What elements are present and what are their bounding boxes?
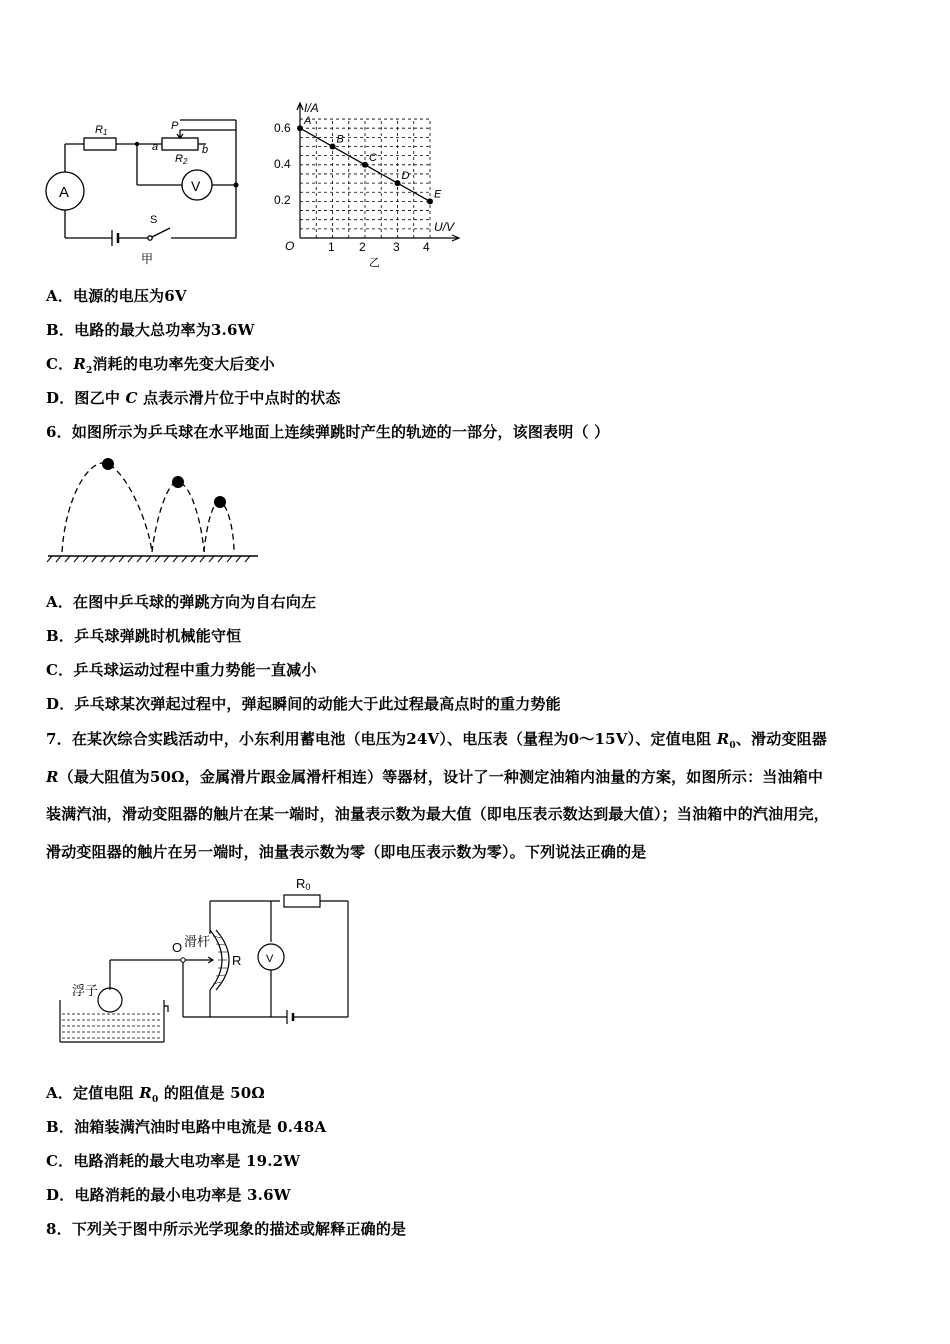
q6-option-b[interactable]: B．乒乓球弹跳时机械能守恒: [46, 627, 242, 645]
oil-gauge-circuit: [50, 872, 360, 1052]
q7-stem-line4: 滑动变阻器的触片在另一端时，油量表示数为零（即电压表示数为零）。下列说法正确的是: [46, 843, 647, 861]
q7-stem-line3: 装满汽油，滑动变阻器的触片在某一端时，油量表示数为最大值（即电压表示数达到最大值）；当油箱中的汽油用完，: [46, 805, 829, 823]
q5-option-d[interactable]: D．图乙中 C 点表示滑片位于中点时的状态: [46, 389, 341, 407]
q7-option-b[interactable]: B．油箱装满汽油时电路中电流是 0.48A: [46, 1118, 327, 1136]
data-point-d: [395, 180, 401, 186]
data-point-e: [427, 198, 433, 204]
point-label: C: [369, 151, 377, 164]
circuit-diagram-jia: [40, 112, 250, 270]
point-label: E: [434, 188, 442, 201]
x-tick-label: 1: [328, 240, 335, 254]
pivot-label: O: [172, 940, 183, 955]
data-point-c: [362, 162, 368, 168]
q5-option-c[interactable]: C．$R_2$消耗的电功率先变大后变小: [46, 355, 275, 376]
caption-yi: 乙: [369, 257, 380, 269]
r-label: R: [232, 953, 242, 968]
q6-option-a[interactable]: A．在图中乒乓球的弹跳方向为自右向左: [46, 593, 317, 611]
point-label: D: [401, 170, 410, 183]
ping-pong-trajectory: [44, 452, 264, 568]
switch-label: S: [150, 214, 158, 226]
data-point-b: [330, 144, 336, 150]
r0-label: R0: [296, 876, 311, 892]
q8-stem: 8．下列关于图中所示光学现象的描述或解释正确的是: [46, 1220, 407, 1238]
q6-option-c[interactable]: C．乒乓球运动过程中重力势能一直减小: [46, 661, 317, 679]
point-label: A: [304, 115, 312, 128]
origin-label: O: [285, 239, 295, 253]
slider-p-label: P: [171, 120, 179, 132]
voltmeter-label: V: [266, 953, 274, 965]
r1-label: R1: [95, 124, 108, 137]
q7-option-a[interactable]: A．定值电阻 $R_0$ 的阻值是 50Ω: [46, 1084, 265, 1105]
q6-stem: 6．如图所示为乒乓球在水平地面上连续弹跳时产生的轨迹的一部分，该图表明（ ）: [46, 423, 610, 441]
q7-option-d[interactable]: D．电路消耗的最小电功率是 3.6W: [46, 1186, 291, 1204]
x-tick-label: 2: [359, 240, 366, 254]
ammeter-label: A: [59, 184, 70, 201]
caption-jia: 甲: [141, 252, 154, 266]
float-label: 浮子: [72, 983, 99, 998]
q6-option-d[interactable]: D．乒乓球某次弹起过程中，弹起瞬间的动能大于此过程最高点时的重力势能: [46, 695, 561, 713]
voltmeter-label: V: [191, 178, 201, 194]
q7-stem-line2: R（最大阻值为50Ω，金属滑片跟金属滑杆相连）等器材，设计了一种测定油箱内油量的方案，如图所示：当油箱中: [46, 768, 824, 786]
x-tick-label: 4: [423, 240, 430, 254]
rod-label: 滑杆: [184, 934, 211, 949]
q5-option-b[interactable]: B．电路的最大总功率为3.6W: [46, 321, 255, 339]
end-b-label: b: [202, 144, 209, 156]
q5-option-a[interactable]: A．电源的电压为6V: [46, 287, 187, 305]
data-point-a: [297, 125, 303, 131]
q7-stem-line1: 7．在某次综合实践活动中，小东利用蓄电池（电压为24V）、电压表（量程为0～15V）、定值电阻 $R_0$、滑动变阻器: [46, 730, 828, 751]
y-tick-label: 0.6: [274, 121, 291, 135]
end-a-label: a: [152, 141, 159, 153]
y-axis-label: I/A: [304, 101, 319, 115]
y-tick-label: 0.4: [274, 157, 291, 171]
iu-graph-yi: [268, 98, 468, 270]
x-tick-label: 3: [393, 240, 400, 254]
q7-option-c[interactable]: C．电路消耗的最大电功率是 19.2W: [46, 1152, 301, 1170]
point-label: B: [336, 133, 344, 146]
r2-label: R2: [175, 153, 188, 166]
x-axis-label: U/V: [434, 220, 455, 234]
y-tick-label: 0.2: [274, 193, 291, 207]
